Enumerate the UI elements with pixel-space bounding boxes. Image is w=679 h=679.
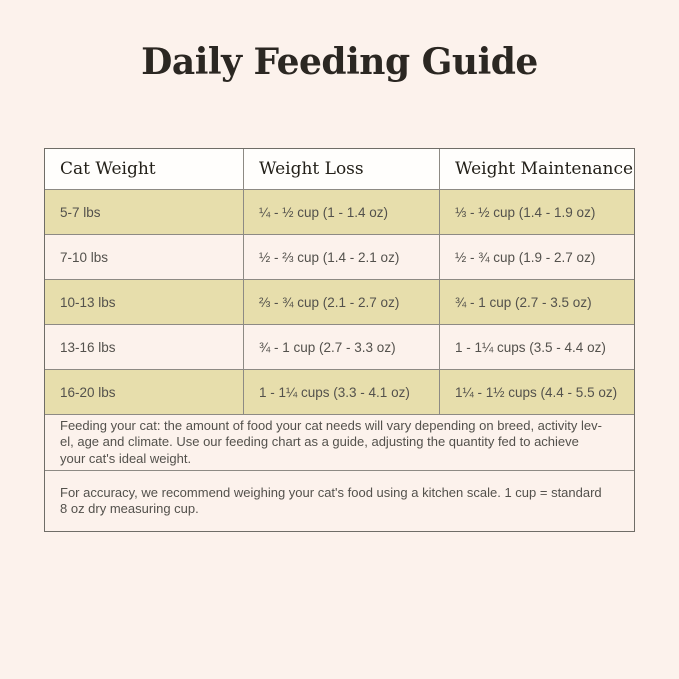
cell-cat-weight: 5-7 lbs [60, 204, 101, 220]
cell-weight-maintenance: ½ - ¾ cup (1.9 - 2.7 oz) [439, 235, 634, 279]
header-cat-weight: Cat Weight [60, 159, 156, 179]
feeding-guide-table [44, 148, 635, 532]
cell-weight-loss: ½ - ⅔ cup (1.4 - 2.1 oz) [243, 235, 439, 279]
measuring-advice-note [45, 470, 634, 531]
cell-cat-weight: 13-16 lbs [60, 339, 116, 355]
cell-weight-loss: ¼ - ½ cup (1 - 1.4 oz) [243, 190, 439, 234]
cell-weight-maintenance: ¾ - 1 cup (2.7 - 3.5 oz) [439, 280, 634, 324]
feeding-advice-note [45, 414, 634, 470]
header-weight-maintenance: Weight Maintenance [439, 149, 634, 189]
cell-weight-maintenance: 1¼ - 1½ cups (4.4 - 5.5 oz) [439, 370, 634, 414]
note-text: your cat's ideal weight. [60, 450, 192, 466]
note-text: el, age and climate. Use our feeding chart as a guide, adjusting the quantity fed to achieve [60, 434, 579, 450]
note-text: 8 oz dry measuring cup. [60, 501, 199, 516]
table-header-row [45, 149, 634, 189]
table-row [45, 324, 634, 369]
page-title: Daily Feeding Guide [141, 41, 538, 83]
note-text: Feeding your cat: the amount of food your cat needs will vary depending on breed, activity lev- [60, 417, 602, 433]
cell-cat-weight: 10-13 lbs [60, 294, 116, 310]
table-row [45, 279, 634, 324]
cell-cat-weight: 7-10 lbs [60, 249, 109, 265]
cell-cat-weight: 16-20 lbs [60, 384, 116, 400]
table-row [45, 234, 634, 279]
note-text: For accuracy, we recommend weighing your cat's food using a kitchen scale. 1 cup = standard [60, 484, 602, 500]
cell-weight-maintenance: ⅓ - ½ cup (1.4 - 1.9 oz) [439, 190, 634, 234]
header-weight-loss: Weight Loss [243, 149, 439, 189]
table-row [45, 369, 634, 414]
cell-weight-loss: ¾ - 1 cup (2.7 - 3.3 oz) [243, 325, 439, 369]
cell-weight-loss: ⅔ - ¾ cup (2.1 - 2.7 oz) [243, 280, 439, 324]
table-row [45, 189, 634, 234]
cell-weight-maintenance: 1 - 1¼ cups (3.5 - 4.4 oz) [439, 325, 634, 369]
cell-weight-loss: 1 - 1¼ cups (3.3 - 4.1 oz) [243, 370, 439, 414]
